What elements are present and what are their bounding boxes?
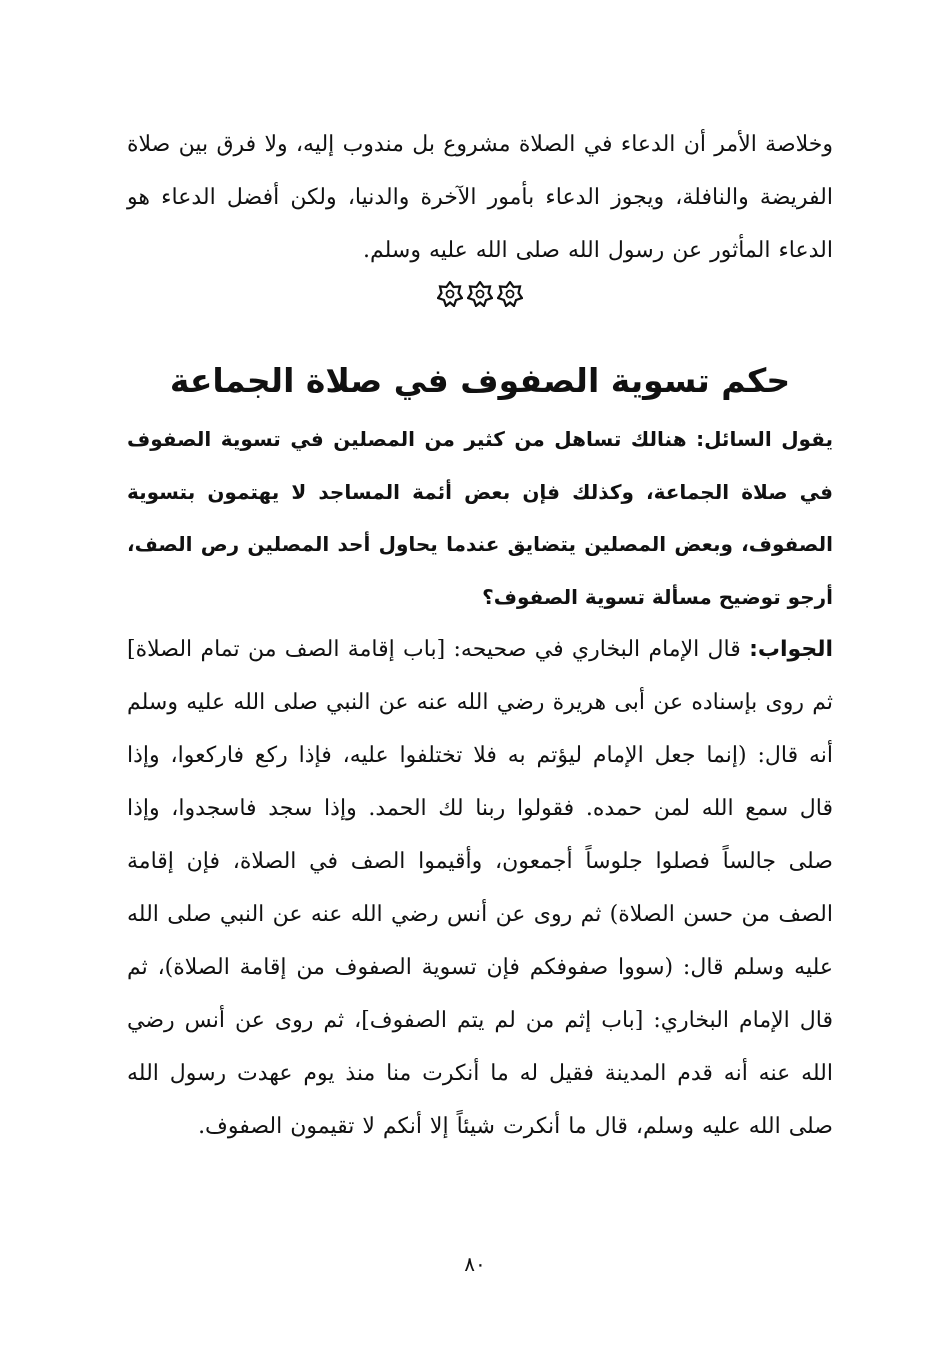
section-ornament bbox=[127, 281, 833, 321]
star-ornament-icon bbox=[467, 281, 493, 307]
answer-paragraph bbox=[127, 623, 833, 1153]
star-ornament-icon bbox=[497, 281, 523, 307]
intro-paragraph: وخلاصة الأمر أن الدعاء في الصلاة مشروع بل مندوب إليه، ولا فرق بين صلاة الفريضة والنافلة، ويجوز الدعاء بأمور الآخرة والدنيا، ولكن أفضل الدعاء هو الدعاء المأثور عن رسول الله صلى الله عليه وسلم. bbox=[127, 132, 833, 263]
page-content bbox=[127, 118, 833, 1153]
star-ornament-icon bbox=[437, 281, 463, 307]
answer-text: قال الإمام البخاري في صحيحه: [باب إقامة الصف من تمام الصلاة] ثم روى بإسناده عن أبى هريرة رضي الله عنه عن النبي صلى الله عليه وسلم أنه قال: (إنما جعل الإمام ليؤتم به فلا تختلفوا عليه، فإذا ركع فاركعوا، وإذا قال سمع الله لمن حمده. فقولوا ربنا لك الحمد. وإذا سجد فاسجدوا، وإذا صلى جالساً فصلوا جلوساً أجمعون، وأقيموا الصف في الصلاة، فإن إقامة الصف من حسن الصلاة) ثم روى عن أنس رضي الله عنه عن النبي صلى الله عليه وسلم قال: (سووا صفوفكم فإن تسوية الصفوف من إقامة الصلاة)، ثم قال الإمام البخاري: [باب إثم من لم يتم الصفوف]، ثم روى عن أنس رضي الله عنه أنه قدم المدينة فقيل له ما أنكرت منا منذ يوم عهدت رسول الله صلى الله عليه وسلم، قال ما أنكرت شيئاً إلا أنكم لا تقيمون الصفوف. bbox=[127, 637, 834, 1139]
question-paragraph: يقول السائل: هنالك تساهل من كثير من المصلين في تسوية الصفوف في صلاة الجماعة، وكذلك فإن بعض أئمة المساجد لا يهتمون بتسوية الصفوف، وبعض المصلين يتضايق عندما يحاول أحد المصلين رص الصف، أرجو توضيح مسألة تسوية الصفوف؟ bbox=[127, 427, 833, 609]
section-heading: حكم تسوية الصفوف في صلاة الجماعة bbox=[169, 361, 791, 400]
answer-label: الجواب: bbox=[749, 637, 833, 662]
page-number: ٨٠ bbox=[464, 1252, 486, 1276]
